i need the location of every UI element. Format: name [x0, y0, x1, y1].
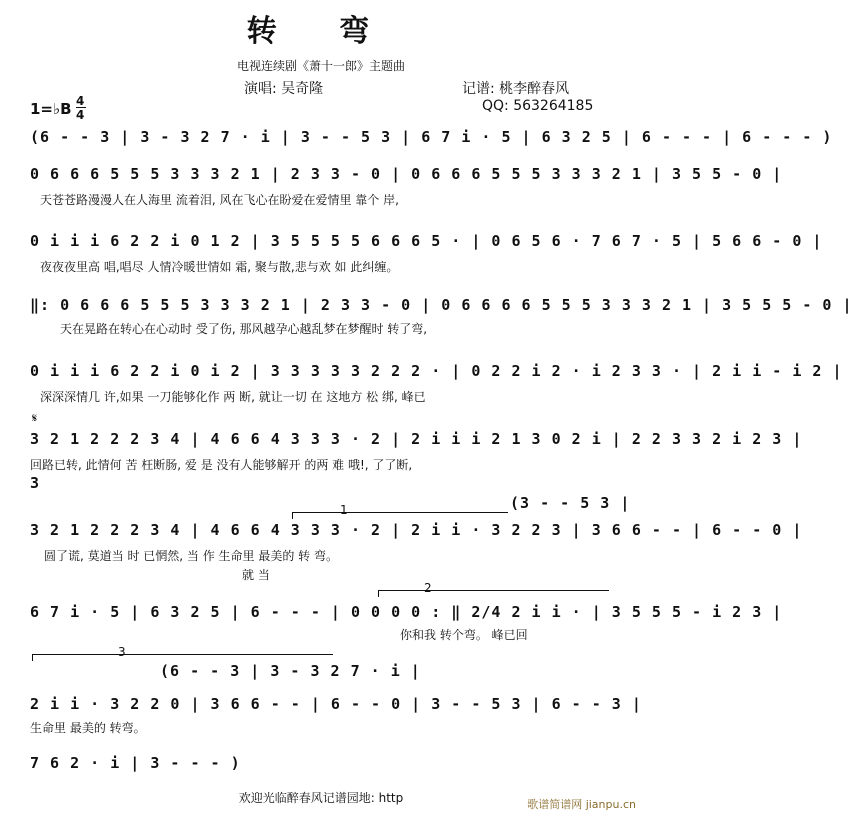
- score-row-6: 3 2 1 2 2 2 3 4 | 4 6 6 4 3 3 3 · 2 | 2 i i i 2 1 3 0 2 i | 2 2 3 3 2 i 2 3 |: [30, 430, 803, 448]
- intro-repeat: (3 - - 5 3 |: [510, 494, 631, 512]
- score-row-10: 7 6 2 · i | 3 - - - ): [30, 754, 241, 772]
- score-row-2: 0 6 6 6 5 5 5 3 3 3 2 1 | 2 3 3 - 0 | 0 6 6 6 5 5 5 3 3 3 2 1 | 3 5 5 - 0 |: [30, 165, 783, 183]
- score-row-7: 3 2 1 2 2 2 3 4 | 4 6 6 4 3 3 3 · 2 | 2 i i · 3 2 2 3 | 3 6 6 - - | 6 - - 0 |: [30, 521, 803, 539]
- score-row-8: 6 7 i · 5 | 6 3 2 5 | 6 - - - | 0 0 0 0 : ‖ 2/4 2 i i · | 3 5 5 5 - i 2 3 |: [30, 603, 783, 621]
- footer-text: 欢迎光临醉春风记谱园地: http: [238, 791, 404, 805]
- repeat-intro: (6 - - 3 | 3 - 3 2 7 · i |: [160, 662, 421, 680]
- volta-bracket-2: [378, 590, 609, 597]
- page-title: 转 弯: [246, 14, 396, 49]
- lyric-alt-jiu-dang: 就 当: [242, 568, 270, 582]
- volta-label-1: 1: [340, 503, 348, 517]
- transcriber-credit: 记谱: 桃李醉春风: [462, 81, 570, 97]
- lyric-row-4: 天在晃路在转心在心动时 受了伤, 那风越孕心越乱梦在梦醒时 转了弯,: [60, 322, 428, 336]
- lyric-row-5: 深深深情几 许,如果 一刀能够化作 两 断, 就让一切 在 这地方 松 绑, 峰已: [40, 390, 426, 404]
- volta-bracket-1: [292, 512, 508, 519]
- singer-credit: 演唱: 吴奇隆: [244, 81, 324, 97]
- score-row-4: ‖: 0 6 6 6 5 5 5 3 3 3 2 1 | 2 3 3 - 0 | 0 6 6 6 6 5 5 5 3 3 3 2 1 | 3 5 5 5 - 0 |: [30, 296, 853, 314]
- time-signature-bottom: 4: [76, 108, 85, 122]
- score-row-1: (6 - - 3 | 3 - 3 2 7 · i | 3 - - 5 3 | 6 7 i · 5 | 6 3 2 5 | 6 - - - | 6 - - - ): [30, 128, 833, 146]
- subtitle: 电视连续剧《萧十一郎》主题曲: [236, 59, 405, 73]
- time-signature-top: 4: [76, 94, 85, 108]
- qq-number: QQ: 563264185: [482, 98, 594, 114]
- lyric-row-9: 生命里 最美的 转弯。: [30, 721, 146, 735]
- score-row-5: 0 i i i 6 2 2 i 0 i 2 | 3 3 3 3 3 2 2 2 · | 0 2 2 i 2 · i 2 3 3 · | 2 i i - i 2 |: [30, 362, 843, 380]
- lyric-row-3: 夜夜夜里高 唱,唱尽 人情冷暖世情如 霜, 聚与散,悲与欢 如 此纠缠。: [40, 260, 399, 274]
- key-signature: 1=♭B: [30, 100, 72, 118]
- volta-label-2: 2: [424, 581, 432, 595]
- volta-bracket-3: [32, 654, 333, 661]
- score-row-3: 0 i i i 6 2 2 i 0 1 2 | 3 5 5 5 5 6 6 6 5 · | 0 6 5 6 · 7 6 7 · 5 | 5 6 6 - 0 |: [30, 232, 823, 250]
- volta-label-3: 3: [118, 645, 126, 659]
- watermark: 歌谱简谱网 jianpu.cn: [527, 798, 636, 811]
- lyric-row-2: 天苍苍路漫漫人在人海里 流着泪, 风在飞心在盼爱在爱情里 靠个 岸,: [40, 193, 399, 207]
- score-row-9: 2 i i · 3 2 2 0 | 3 6 6 - - | 6 - - 0 | 3 - - 5 3 | 6 - - 3 |: [30, 695, 642, 713]
- lyric-row-8: 你和我 转个弯。 峰已回: [400, 628, 528, 642]
- coda-note: 3: [30, 474, 41, 492]
- lyric-row-6: 回路已转, 此情何 苦 枉断肠, 爱 是 没有人能够解开 的两 难 哦!, 了了断,: [30, 458, 413, 472]
- segno-mark: 𝄋: [32, 411, 38, 425]
- lyric-row-7: 圆了谎, 莫道当 时 已惘然, 当 作 生命里 最美的 转 弯。: [44, 549, 338, 563]
